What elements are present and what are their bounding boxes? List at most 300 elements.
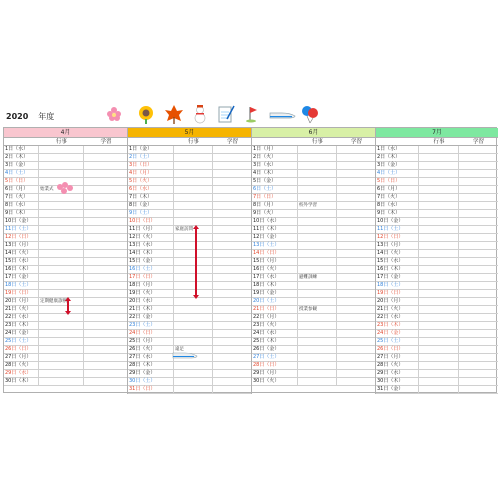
study-cell[interactable] bbox=[459, 218, 498, 226]
event-cell[interactable] bbox=[174, 362, 213, 370]
study-cell[interactable] bbox=[459, 378, 498, 386]
event-cell[interactable] bbox=[174, 386, 213, 394]
table-row bbox=[4, 338, 127, 346]
study-cell[interactable] bbox=[213, 146, 252, 154]
table-row bbox=[4, 354, 127, 362]
event-cell[interactable] bbox=[298, 170, 337, 178]
study-cell[interactable] bbox=[337, 162, 376, 170]
table-row bbox=[376, 322, 498, 330]
event-cell[interactable] bbox=[39, 154, 84, 162]
event-cell[interactable] bbox=[174, 370, 213, 378]
study-cell[interactable] bbox=[84, 250, 128, 258]
event-cell[interactable] bbox=[39, 346, 84, 354]
event-cell[interactable] bbox=[298, 218, 337, 226]
study-cell[interactable] bbox=[84, 346, 128, 354]
study-cell[interactable] bbox=[213, 370, 252, 378]
study-cell[interactable] bbox=[459, 170, 498, 178]
study-cell[interactable] bbox=[84, 226, 128, 234]
study-cell[interactable] bbox=[337, 202, 376, 210]
event-cell[interactable] bbox=[298, 274, 337, 282]
event-label: 校外学習 bbox=[299, 203, 317, 208]
study-cell[interactable] bbox=[213, 338, 252, 346]
event-cell[interactable] bbox=[174, 210, 213, 218]
event-cell[interactable] bbox=[419, 306, 459, 314]
event-cell[interactable] bbox=[419, 210, 459, 218]
study-cell[interactable] bbox=[337, 226, 376, 234]
study-cell[interactable] bbox=[84, 282, 128, 290]
study-cell[interactable] bbox=[459, 346, 498, 354]
event-cell[interactable] bbox=[298, 282, 337, 290]
event-cell[interactable] bbox=[419, 330, 459, 338]
event-cell[interactable] bbox=[419, 386, 459, 394]
event-cell[interactable] bbox=[39, 274, 84, 282]
month-header: 5月 bbox=[128, 128, 251, 138]
study-cell[interactable] bbox=[84, 266, 128, 274]
table-row bbox=[4, 146, 127, 154]
table-row bbox=[376, 194, 498, 202]
date-cell: 10日（金） bbox=[376, 218, 419, 226]
study-cell[interactable] bbox=[459, 226, 498, 234]
event-cell[interactable] bbox=[39, 322, 84, 330]
event-cell[interactable] bbox=[419, 378, 459, 386]
event-cell[interactable] bbox=[174, 378, 213, 386]
table-row bbox=[376, 378, 498, 386]
study-cell[interactable] bbox=[459, 162, 498, 170]
event-cell[interactable] bbox=[298, 242, 337, 250]
event-cell[interactable] bbox=[419, 354, 459, 362]
table-row bbox=[4, 194, 127, 202]
study-cell[interactable] bbox=[459, 354, 498, 362]
study-cell[interactable] bbox=[459, 194, 498, 202]
table-row bbox=[4, 258, 127, 266]
event-duration-arrow bbox=[195, 228, 197, 296]
event-cell[interactable] bbox=[174, 186, 213, 194]
event-cell[interactable] bbox=[39, 298, 84, 306]
study-cell[interactable] bbox=[337, 250, 376, 258]
study-cell[interactable] bbox=[459, 322, 498, 330]
study-cell[interactable] bbox=[84, 298, 128, 306]
event-cell[interactable] bbox=[39, 330, 84, 338]
study-cell[interactable] bbox=[337, 194, 376, 202]
event-cell[interactable] bbox=[298, 258, 337, 266]
event-cell[interactable] bbox=[419, 146, 459, 154]
study-cell[interactable] bbox=[459, 242, 498, 250]
event-cell[interactable] bbox=[419, 218, 459, 226]
study-cell[interactable] bbox=[213, 210, 252, 218]
table-row bbox=[4, 314, 127, 322]
study-cell[interactable] bbox=[337, 330, 376, 338]
study-cell[interactable] bbox=[84, 274, 128, 282]
table-row bbox=[252, 258, 375, 266]
table-row bbox=[4, 282, 127, 290]
study-cell[interactable] bbox=[459, 234, 498, 242]
event-cell[interactable] bbox=[419, 338, 459, 346]
study-cell[interactable] bbox=[337, 370, 376, 378]
study-cell[interactable] bbox=[213, 274, 252, 282]
event-cell[interactable] bbox=[298, 306, 337, 314]
study-cell[interactable] bbox=[213, 154, 252, 162]
study-cell[interactable] bbox=[459, 202, 498, 210]
study-cell[interactable] bbox=[213, 250, 252, 258]
date-cell: 18日（木） bbox=[252, 282, 298, 290]
event-cell[interactable] bbox=[419, 314, 459, 322]
event-cell[interactable] bbox=[174, 154, 213, 162]
event-cell[interactable] bbox=[174, 250, 213, 258]
study-cell[interactable] bbox=[213, 346, 252, 354]
study-cell[interactable] bbox=[459, 178, 498, 186]
study-cell[interactable] bbox=[213, 226, 252, 234]
study-cell[interactable] bbox=[337, 378, 376, 386]
event-cell[interactable] bbox=[419, 170, 459, 178]
study-cell[interactable] bbox=[84, 362, 128, 370]
study-cell[interactable] bbox=[213, 306, 252, 314]
event-cell[interactable] bbox=[419, 178, 459, 186]
event-cell[interactable] bbox=[298, 234, 337, 242]
study-cell[interactable] bbox=[459, 338, 498, 346]
event-cell[interactable] bbox=[419, 162, 459, 170]
study-cell[interactable] bbox=[459, 330, 498, 338]
table-row bbox=[376, 202, 498, 210]
study-cell[interactable] bbox=[213, 258, 252, 266]
event-cell[interactable] bbox=[174, 274, 213, 282]
date-cell: 11日（土） bbox=[376, 226, 419, 234]
event-cell[interactable] bbox=[174, 170, 213, 178]
table-row bbox=[376, 274, 498, 282]
study-cell[interactable] bbox=[213, 314, 252, 322]
event-cell[interactable] bbox=[298, 210, 337, 218]
event-cell[interactable] bbox=[298, 298, 337, 306]
study-cell[interactable] bbox=[459, 370, 498, 378]
study-cell[interactable] bbox=[84, 194, 128, 202]
event-cell[interactable] bbox=[419, 186, 459, 194]
event-cell[interactable] bbox=[174, 242, 213, 250]
study-cell[interactable] bbox=[84, 186, 128, 194]
study-cell[interactable] bbox=[459, 362, 498, 370]
event-cell[interactable] bbox=[39, 282, 84, 290]
date-cell: 26日（火） bbox=[128, 346, 174, 354]
event-column-header: 行事 bbox=[55, 139, 67, 145]
event-cell[interactable] bbox=[39, 226, 84, 234]
study-cell[interactable] bbox=[337, 154, 376, 162]
event-cell[interactable] bbox=[298, 202, 337, 210]
date-cell: 14日（日） bbox=[252, 250, 298, 258]
event-cell[interactable] bbox=[419, 258, 459, 266]
study-cell[interactable] bbox=[459, 314, 498, 322]
date-cell: 5日（金） bbox=[252, 178, 298, 186]
study-cell[interactable] bbox=[213, 298, 252, 306]
date-cell: 29日（月） bbox=[252, 370, 298, 378]
event-cell[interactable] bbox=[298, 362, 337, 370]
study-cell[interactable] bbox=[337, 282, 376, 290]
table-row bbox=[376, 370, 498, 378]
event-cell[interactable] bbox=[419, 234, 459, 242]
study-cell[interactable] bbox=[459, 146, 498, 154]
study-cell[interactable] bbox=[459, 386, 498, 394]
date-cell: 19日（火） bbox=[128, 290, 174, 298]
event-cell[interactable] bbox=[298, 186, 337, 194]
event-cell[interactable] bbox=[298, 314, 337, 322]
study-cell[interactable] bbox=[84, 154, 128, 162]
event-cell[interactable] bbox=[174, 330, 213, 338]
study-cell[interactable] bbox=[213, 386, 252, 394]
study-cell[interactable] bbox=[459, 250, 498, 258]
event-cell[interactable] bbox=[419, 346, 459, 354]
date-cell: 18日（土） bbox=[4, 282, 39, 290]
study-cell[interactable] bbox=[213, 162, 252, 170]
event-cell[interactable] bbox=[419, 282, 459, 290]
study-cell[interactable] bbox=[213, 322, 252, 330]
study-cell[interactable] bbox=[84, 378, 128, 386]
study-cell[interactable] bbox=[84, 258, 128, 266]
study-cell[interactable] bbox=[84, 242, 128, 250]
event-cell[interactable] bbox=[174, 306, 213, 314]
event-cell[interactable] bbox=[174, 202, 213, 210]
study-cell[interactable] bbox=[213, 234, 252, 242]
date-cell: 7日（木） bbox=[128, 194, 174, 202]
study-cell[interactable] bbox=[337, 346, 376, 354]
month-header: 4月 bbox=[4, 128, 127, 138]
event-cell[interactable] bbox=[298, 154, 337, 162]
study-cell[interactable] bbox=[459, 274, 498, 282]
study-cell[interactable] bbox=[459, 258, 498, 266]
event-cell[interactable] bbox=[298, 162, 337, 170]
date-cell: 4日（月） bbox=[128, 170, 174, 178]
event-cell[interactable] bbox=[39, 146, 84, 154]
event-cell[interactable] bbox=[419, 242, 459, 250]
study-cell[interactable] bbox=[337, 298, 376, 306]
event-cell[interactable] bbox=[174, 322, 213, 330]
study-cell[interactable] bbox=[84, 314, 128, 322]
event-cell[interactable] bbox=[174, 338, 213, 346]
event-cell[interactable] bbox=[298, 146, 337, 154]
date-cell: 26日（日） bbox=[376, 346, 419, 354]
event-cell[interactable] bbox=[298, 338, 337, 346]
study-cell[interactable] bbox=[337, 186, 376, 194]
study-cell[interactable] bbox=[213, 354, 252, 362]
table-row bbox=[376, 298, 498, 306]
study-cell[interactable] bbox=[84, 234, 128, 242]
study-cell[interactable] bbox=[213, 290, 252, 298]
event-cell[interactable] bbox=[174, 282, 213, 290]
study-cell[interactable] bbox=[459, 186, 498, 194]
study-cell[interactable] bbox=[337, 242, 376, 250]
event-cell[interactable] bbox=[39, 194, 84, 202]
event-cell[interactable] bbox=[419, 194, 459, 202]
table-row bbox=[128, 186, 251, 194]
event-cell[interactable] bbox=[39, 290, 84, 298]
event-cell[interactable] bbox=[298, 266, 337, 274]
sunflower-icon bbox=[136, 104, 156, 124]
table-row bbox=[4, 266, 127, 274]
event-cell[interactable] bbox=[174, 298, 213, 306]
event-cell[interactable] bbox=[419, 322, 459, 330]
event-cell[interactable] bbox=[298, 226, 337, 234]
study-cell[interactable] bbox=[213, 266, 252, 274]
event-cell[interactable] bbox=[298, 330, 337, 338]
event-cell[interactable] bbox=[298, 194, 337, 202]
event-column-header: 行事 bbox=[433, 139, 445, 145]
study-cell[interactable] bbox=[84, 218, 128, 226]
table-row bbox=[4, 242, 127, 250]
table-row bbox=[252, 226, 375, 234]
study-cell[interactable] bbox=[459, 266, 498, 274]
event-cell[interactable] bbox=[298, 370, 337, 378]
study-cell[interactable] bbox=[337, 178, 376, 186]
event-label: 遠足 bbox=[175, 347, 184, 352]
date-cell: 28日（木） bbox=[128, 362, 174, 370]
event-cell[interactable] bbox=[39, 314, 84, 322]
study-cell[interactable] bbox=[84, 306, 128, 314]
event-cell[interactable] bbox=[39, 306, 84, 314]
study-cell[interactable] bbox=[337, 338, 376, 346]
event-cell[interactable] bbox=[298, 378, 337, 386]
study-cell[interactable] bbox=[459, 306, 498, 314]
study-cell[interactable] bbox=[84, 354, 128, 362]
date-cell: 10日（日） bbox=[128, 218, 174, 226]
study-cell[interactable] bbox=[213, 194, 252, 202]
event-cell[interactable] bbox=[174, 194, 213, 202]
date-cell: 22日（水） bbox=[376, 314, 419, 322]
event-cell[interactable] bbox=[298, 250, 337, 258]
study-cell[interactable] bbox=[84, 338, 128, 346]
event-cell[interactable] bbox=[39, 234, 84, 242]
event-cell[interactable] bbox=[39, 258, 84, 266]
study-cell[interactable] bbox=[213, 170, 252, 178]
study-cell[interactable] bbox=[84, 202, 128, 210]
event-cell[interactable] bbox=[39, 202, 84, 210]
study-cell[interactable] bbox=[213, 186, 252, 194]
event-cell[interactable] bbox=[419, 362, 459, 370]
event-cell[interactable] bbox=[174, 266, 213, 274]
date-cell: 2日（土） bbox=[128, 154, 174, 162]
study-cell[interactable] bbox=[213, 378, 252, 386]
event-cell[interactable] bbox=[298, 290, 337, 298]
study-cell[interactable] bbox=[84, 146, 128, 154]
study-cell[interactable] bbox=[459, 282, 498, 290]
table-row bbox=[128, 298, 251, 306]
study-cell[interactable] bbox=[84, 178, 128, 186]
date-cell: 19日（金） bbox=[252, 290, 298, 298]
event-cell[interactable] bbox=[174, 314, 213, 322]
event-cell[interactable] bbox=[39, 170, 84, 178]
event-cell[interactable] bbox=[419, 370, 459, 378]
event-cell[interactable] bbox=[39, 266, 84, 274]
study-cell[interactable] bbox=[337, 290, 376, 298]
study-cell[interactable] bbox=[337, 170, 376, 178]
date-cell: 14日（火） bbox=[4, 250, 39, 258]
study-cell[interactable] bbox=[84, 170, 128, 178]
event-cell[interactable] bbox=[174, 162, 213, 170]
study-cell[interactable] bbox=[337, 218, 376, 226]
event-cell[interactable] bbox=[419, 154, 459, 162]
event-cell[interactable] bbox=[298, 322, 337, 330]
study-cell[interactable] bbox=[459, 298, 498, 306]
event-cell[interactable] bbox=[419, 290, 459, 298]
study-cell[interactable] bbox=[84, 210, 128, 218]
date-cell: 25日（土） bbox=[376, 338, 419, 346]
date-cell: 22日（月） bbox=[252, 314, 298, 322]
table-row bbox=[128, 218, 251, 226]
study-cell[interactable] bbox=[337, 234, 376, 242]
table-row bbox=[252, 322, 375, 330]
study-cell[interactable] bbox=[84, 330, 128, 338]
event-cell[interactable] bbox=[39, 250, 84, 258]
event-cell[interactable] bbox=[174, 258, 213, 266]
event-cell[interactable] bbox=[419, 250, 459, 258]
date-cell: 31日（日） bbox=[128, 386, 174, 394]
table-row bbox=[252, 210, 375, 218]
date-cell: 14日（木） bbox=[128, 250, 174, 258]
study-cell[interactable] bbox=[459, 210, 498, 218]
event-cell[interactable] bbox=[174, 178, 213, 186]
study-cell[interactable] bbox=[337, 274, 376, 282]
study-cell[interactable] bbox=[213, 178, 252, 186]
event-cell[interactable] bbox=[419, 298, 459, 306]
table-row bbox=[252, 314, 375, 322]
date-cell: 25日（月） bbox=[128, 338, 174, 346]
date-cell: 7日（火） bbox=[4, 194, 39, 202]
event-cell[interactable] bbox=[419, 274, 459, 282]
study-cell[interactable] bbox=[213, 242, 252, 250]
study-cell[interactable] bbox=[337, 306, 376, 314]
study-cell[interactable] bbox=[337, 146, 376, 154]
study-cell[interactable] bbox=[213, 330, 252, 338]
study-cell[interactable] bbox=[337, 258, 376, 266]
event-cell[interactable] bbox=[39, 338, 84, 346]
event-cell[interactable] bbox=[298, 346, 337, 354]
table-row bbox=[4, 274, 127, 282]
study-cell[interactable] bbox=[337, 266, 376, 274]
event-cell[interactable] bbox=[39, 162, 84, 170]
study-cell[interactable] bbox=[459, 290, 498, 298]
table-row bbox=[252, 306, 375, 314]
study-cell[interactable] bbox=[213, 362, 252, 370]
event-cell[interactable] bbox=[174, 234, 213, 242]
event-cell[interactable] bbox=[39, 362, 84, 370]
study-cell[interactable] bbox=[337, 314, 376, 322]
event-cell[interactable] bbox=[39, 378, 84, 386]
event-cell[interactable] bbox=[39, 218, 84, 226]
study-cell[interactable] bbox=[337, 354, 376, 362]
study-cell[interactable] bbox=[213, 282, 252, 290]
study-cell[interactable] bbox=[337, 210, 376, 218]
event-cell[interactable] bbox=[419, 202, 459, 210]
study-cell[interactable] bbox=[459, 154, 498, 162]
date-cell: 13日（月） bbox=[376, 242, 419, 250]
event-cell[interactable] bbox=[419, 266, 459, 274]
event-cell[interactable] bbox=[39, 370, 84, 378]
study-cell[interactable] bbox=[337, 362, 376, 370]
event-cell[interactable] bbox=[298, 178, 337, 186]
event-cell[interactable] bbox=[174, 146, 213, 154]
date-cell: 25日（木） bbox=[252, 338, 298, 346]
study-cell[interactable] bbox=[84, 370, 128, 378]
study-cell[interactable] bbox=[213, 218, 252, 226]
table-row bbox=[252, 242, 375, 250]
date-cell: 30日（火） bbox=[252, 378, 298, 386]
table-row bbox=[4, 250, 127, 258]
event-cell[interactable] bbox=[419, 226, 459, 234]
study-cell[interactable] bbox=[84, 322, 128, 330]
event-cell[interactable] bbox=[39, 354, 84, 362]
study-cell[interactable] bbox=[337, 322, 376, 330]
event-cell[interactable] bbox=[39, 210, 84, 218]
study-cell[interactable] bbox=[84, 290, 128, 298]
event-cell[interactable] bbox=[39, 242, 84, 250]
study-cell[interactable] bbox=[213, 202, 252, 210]
study-cell[interactable] bbox=[84, 162, 128, 170]
event-cell[interactable] bbox=[298, 354, 337, 362]
